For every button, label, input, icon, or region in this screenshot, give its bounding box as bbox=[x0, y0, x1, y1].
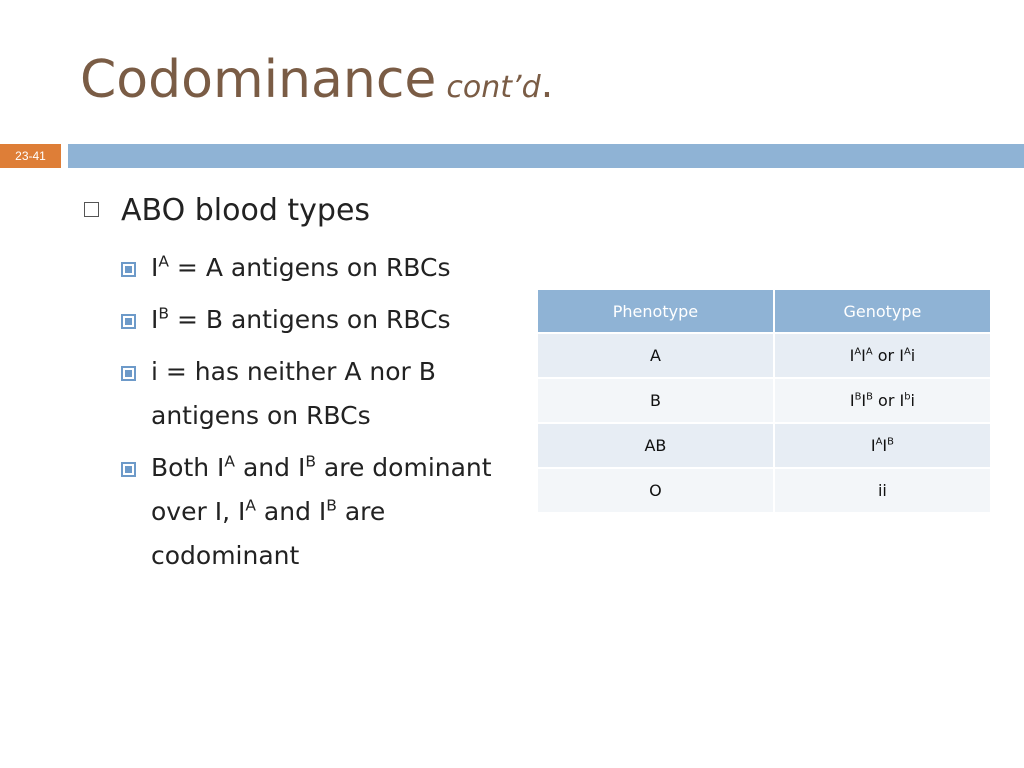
phenotype-cell: B bbox=[538, 378, 774, 423]
square-bullet-icon bbox=[121, 314, 136, 329]
phenotype-cell: O bbox=[538, 468, 774, 512]
title-period: . bbox=[540, 61, 554, 107]
square-bullet-icon bbox=[121, 262, 136, 277]
bullet-text: ABO blood types bbox=[121, 193, 371, 228]
table-row bbox=[538, 423, 990, 468]
hollow-square-bullet-icon bbox=[84, 202, 99, 217]
table-row bbox=[538, 378, 990, 423]
sub-bullet-list bbox=[121, 246, 521, 586]
blood-type-table bbox=[538, 290, 990, 512]
table-row bbox=[538, 333, 990, 378]
sub-bullet-codominant: Both $I^A$ and $I^B$ are dominant over I, $I^A$ and $I^B$ are codominant bbox=[121, 446, 521, 578]
sub-bullet-ia: $I^A = A$ antigens on RBCs bbox=[121, 246, 521, 290]
slide-number: 23-41 bbox=[0, 144, 61, 168]
title-sub: cont’d bbox=[446, 70, 541, 105]
header-bar bbox=[68, 144, 1024, 168]
phenotype-cell: AB bbox=[538, 423, 774, 468]
title-main: Codominance bbox=[80, 50, 437, 110]
table-header-row bbox=[538, 290, 990, 333]
header-phenotype: Phenotype bbox=[538, 290, 774, 333]
square-bullet-icon bbox=[121, 462, 136, 477]
genotype-cell: $I^AI^B$ bbox=[774, 423, 990, 468]
phenotype-cell: A bbox=[538, 333, 774, 378]
genotype-cell: $I^AI^A$ or $I^Ai$ bbox=[774, 333, 990, 378]
slide-title bbox=[80, 50, 553, 110]
bullet-abo-blood-types bbox=[78, 190, 370, 232]
genotype-cell: $I^BI^B$ or $I^bi$ bbox=[774, 378, 990, 423]
sub-bullet-ib: $I^B = B$ antigens on RBCs bbox=[121, 298, 521, 342]
square-bullet-icon bbox=[121, 366, 136, 381]
sub-bullet-i: i = has neither A nor B antigens on RBCs bbox=[121, 350, 521, 438]
genotype-cell: ii bbox=[774, 468, 990, 512]
header-genotype: Genotype bbox=[774, 290, 990, 333]
table-row bbox=[538, 468, 990, 512]
